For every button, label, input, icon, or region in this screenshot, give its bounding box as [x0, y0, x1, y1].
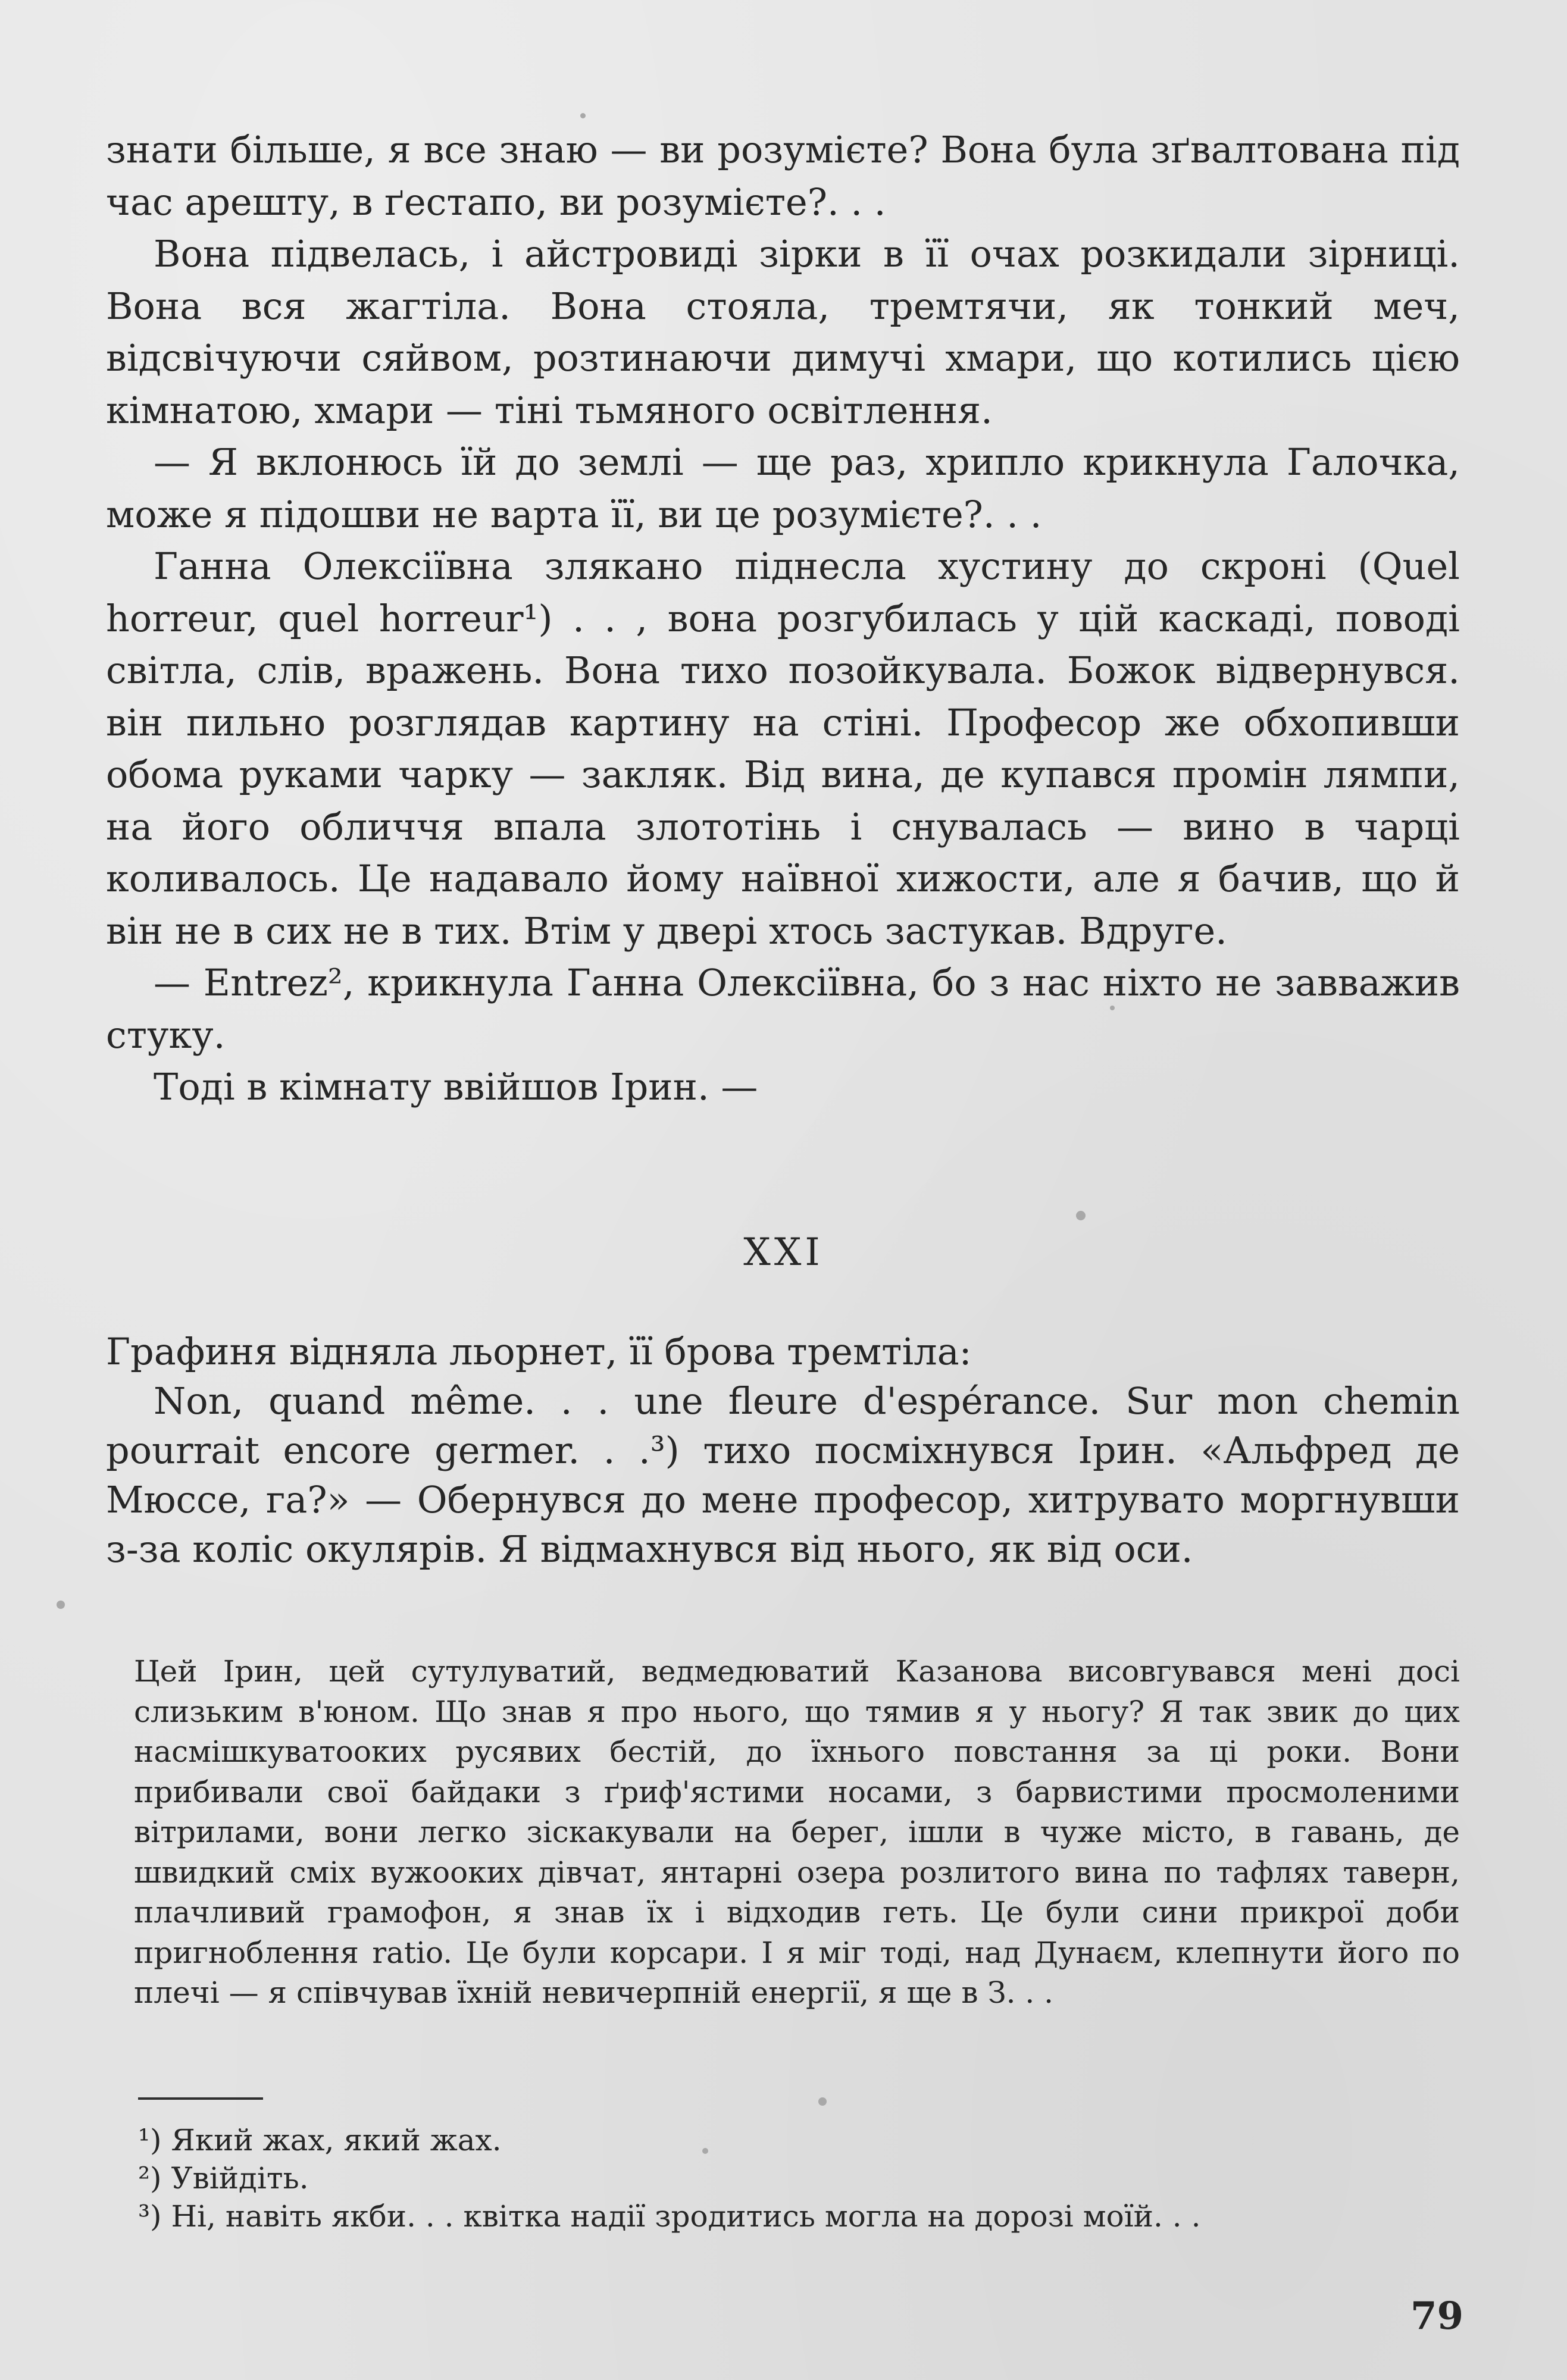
paragraph: — Я вклонюсь їй до землі — ще раз, хрипло крикнула Галочка, може я підошви не варта її, ви це розумієте?. . .: [106, 440, 1460, 536]
paragraph: Цей Ірин, цей сутулуватий, ведмедюватий Казанова висовгувався мені досі слизьким в'юном. Що знав я про нього, що тямив я у ньогу? Я так звик до цих насмішкуватооких русявих бестій, до їхнього повстання за ці роки. Вони прибивали свої байдаки з ґриф'ястими носами, з барвистими просмоленими вітрилами, вони легко зіскакували на берег, ішли в чуже місто, в гавань, де швидкий сміх вужооких дівчат, янтарні озера розлитого вина по тафлях таверн, плачливий грамофон, я знав їх і відходив геть. Це були сини прикрої доби пригноблення ratio. Це були корсари. І я міг тоді, над Дунаєм, клепнути його по плечі — я співчував їхній невичерпній енергії, я ще в З. . .: [134, 1654, 1460, 2010]
body-text: [106, 124, 1460, 1113]
page-number: 79: [1410, 2294, 1464, 2338]
chapter-text: [106, 1327, 1460, 1574]
paragraph: Тоді в кімнату ввійшов Ірин. —: [154, 1065, 758, 1108]
paragraph: Non, quand même. . . une fleure d'espérance. Sur mon chemin pourrait encore germer. . .³) тихо посміхнувся Ірин. «Альфред де Мюссе, га?» — Обернувся до мене професор, хитрувато моргнувши з-за коліс окулярів. Я відмахнувся від нього, як від оси.: [106, 1379, 1460, 1571]
footnote: ³) Ні, навіть якби. . . квітка надії зродитись могла на дорозі моїй. . .: [138, 2199, 1201, 2234]
paragraph: Графиня відняла льорнет, її брова тремтіла:: [106, 1330, 972, 1373]
paper-speck: [580, 113, 586, 118]
paper-speck: [57, 1601, 65, 1609]
paragraph: Ганна Олексіївна злякано піднесла хустину до скроні (Quel horreur, quel horreur¹) . . , вона розгубилась у цій каскаді, поводі світла, слів, вражень. Вона тихо позойкувала. Божок відвернувся. він пильно розглядав картину на стіні. Професор же обхопивши обома руками чарку — закляк. Від вина, де купався промін лямпи, на його обличчя впала злототінь і снувалась — вино в чарці коливалось. Це надавало йому наївної хижости, але я бачив, що й він не в сих не в тих. Втім у двері хтось застукав. Вдруге.: [106, 544, 1460, 953]
paragraph: Вона підвелась, і айстровиді зірки в її очах розкидали зірниці. Вона вся жагтіла. Вона стояла, тремтячи, як тонкий меч, відсвічуючи сяйвом, розтинаючи димучі хмари, що котились цією кімнатою, хмари — тіні тьмяного освітлення.: [106, 232, 1460, 432]
paper-speck: [1076, 1211, 1086, 1220]
footnote: ²) Увійдіть.: [138, 2161, 309, 2196]
footnote-divider: [138, 2097, 263, 2100]
paper-speck: [818, 2097, 827, 2106]
paragraph: знати більше, я все знаю — ви розумієте? Вона була зґвалтована під час арешту, в ґестапо, ви розумієте?. . .: [106, 128, 1460, 224]
small-print-paragraph: [134, 1652, 1460, 2013]
footnote: ¹) Який жах, який жах.: [138, 2123, 502, 2157]
footnotes: [138, 2121, 1477, 2235]
paragraph: — Entrez², крикнула Ганна Олексіївна, бо з нас ніхто не завважив стуку.: [106, 961, 1460, 1057]
chapter-heading: XXI: [743, 1230, 824, 1274]
